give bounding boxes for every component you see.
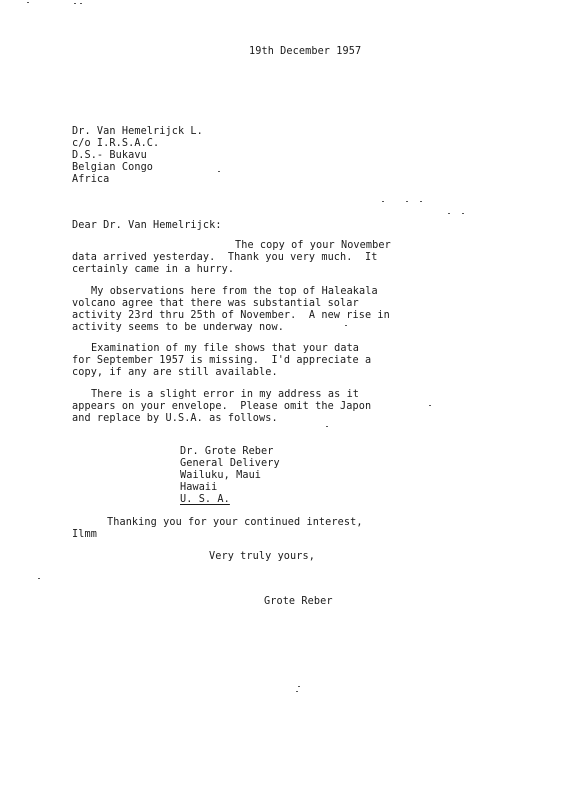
scan-speck: [345, 325, 347, 326]
scan-speck: [296, 691, 298, 692]
typist-initials: Ilmm: [72, 529, 97, 540]
scan-speck: [462, 213, 464, 214]
scan-speck: [298, 686, 300, 687]
scan-speck: [382, 201, 384, 202]
recipient-country: Belgian Congo: [72, 162, 154, 173]
letter-date: 19th December 1957: [249, 46, 362, 57]
scan-speck: [27, 2, 29, 3]
new-address-line: General Delivery: [180, 458, 280, 469]
new-address-line: Dr. Grote Reber: [180, 446, 274, 457]
paragraph-2-line: activity seems to be underway now.: [72, 322, 284, 333]
paragraph-3-line: for September 1957 is missing. I'd appreciate a: [72, 355, 372, 366]
paragraph-3-line: Examination of my file shows that your data: [91, 343, 360, 354]
scan-speck: [80, 3, 82, 4]
scan-speck: [74, 3, 76, 4]
paragraph-4-line: and replace by U.S.A. as follows.: [72, 413, 278, 424]
closing-paragraph: Thanking you for your continued interest,: [107, 517, 363, 528]
paragraph-1-line: certainly came in a hurry.: [72, 264, 235, 275]
scan-speck: [406, 201, 408, 202]
scan-speck: [429, 405, 431, 406]
scan-speck: [38, 578, 40, 579]
scan-speck: [420, 201, 422, 202]
signature-name: Grote Reber: [264, 596, 333, 607]
scan-speck: [326, 426, 328, 427]
paragraph-1-line: data arrived yesterday. Thank you very much. It: [72, 252, 378, 263]
paragraph-4-line: There is a slight error in my address as it: [91, 389, 360, 400]
paragraph-3-line: copy, if any are still available.: [72, 367, 278, 378]
recipient-care-of: c/o I.R.S.A.C.: [72, 138, 160, 149]
recipient-continent: Africa: [72, 174, 110, 185]
paragraph-1-line: The copy of your November: [235, 240, 391, 251]
scan-speck: [218, 171, 220, 172]
complimentary-closing: Very truly yours,: [209, 551, 315, 562]
new-address-line: Hawaii: [180, 482, 218, 493]
recipient-location: D.S.- Bukavu: [72, 150, 147, 161]
paragraph-4-line: appears on your envelope. Please omit the Japon: [72, 401, 372, 412]
scan-speck: [448, 213, 450, 214]
paragraph-2-line: activity 23rd thru 25th of November. A new rise in: [72, 310, 390, 321]
salutation: Dear Dr. Van Hemelrijck:: [72, 220, 222, 231]
paragraph-2-line: My observations here from the top of Haleakala: [91, 286, 378, 297]
new-address-country: U. S. A.: [180, 494, 230, 505]
new-address-line: Wailuku, Maui: [180, 470, 262, 481]
paragraph-2-line: volcano agree that there was substantial solar: [72, 298, 359, 309]
recipient-name: Dr. Van Hemelrijck L.: [72, 126, 203, 137]
